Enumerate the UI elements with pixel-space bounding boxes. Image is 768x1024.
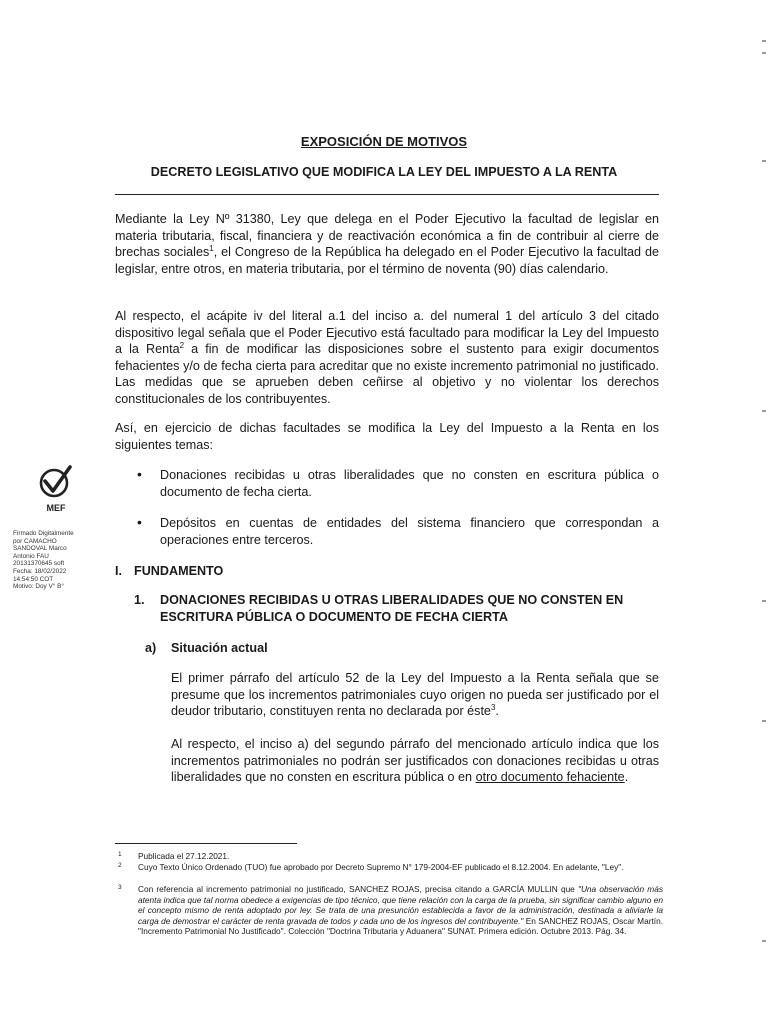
paragraph-topics-intro: Así, en ejercicio de dichas facultades se modifica la Ley del Impuesto a la Renta en los siguientes temas: [115,421,659,452]
footnote-3 [118,884,663,937]
document-title: EXPOSICIÓN DE MOTIVOS [300,134,468,149]
footnote-mark: 2 [118,862,122,869]
digital-signature-stamp [13,530,103,591]
subsection-title: DONACIONES RECIBIDAS U OTRAS LIBERALIDADES QUE NO CONSTEN EN ESCRITURA PÚBLICA O DOCUMENTO DE FECHA CIERTA [160,593,624,624]
footnote-3-quote: "Una observación más atenta indica que tal norma obedece a exigencias de tipo técnico, que tiene relación con la carga de la prueba, sin significar cambio alguno en el concepto mismo de renta adoptado por ley. Se trata de una presunción establecida a favor de la administración, destinada a aliviarle la carga de demostrar el carácter de renta gravada de todos y cada uno de los ingresos del contribuyente." [138,884,663,926]
signature-line: 20131370645 soft [13,560,65,568]
item-a-label: a) [145,641,157,655]
footnote-3-text: Con referencia al incremento patrimonial no justificado, SANCHEZ ROJAS, precisa citando a GARCÍA MULLIN que [138,884,578,894]
bullet-item-deposits: Depósitos en cuentas de entidades del sistema financiero que correspondan a operaciones entre terceros. [160,516,659,547]
subsection-number: 1. [134,593,145,607]
footnote-text: Publicada el 27.12.2021. [138,851,230,861]
scan-edge-mark [762,720,766,722]
scan-edge-mark [762,410,766,412]
bullet-marker: • [137,514,142,530]
item-a-title: Situación actual [171,641,268,655]
paragraph-faculty-text-cont: a fin de modificar las disposiciones sobre el sustento para exigir documentos fehacientes y/o de fecha cierta para acreditar que no existe incremento patrimonial no justificado. Las medidas que se aprueben deben ceñirse al objetivo y no violentar los derechos constitucionales de los contribuyentes. [115,342,659,406]
bullet-marker: • [137,466,142,482]
scan-edge-mark [762,600,766,602]
bullet-item-donations: Donaciones recibidas u otras liberalidades que no consten en escritura pública o documento de fecha cierta. [160,468,659,499]
footnote-1 [118,851,663,862]
signature-line: Fecha: 18/02/2022 [13,567,67,575]
paragraph-faculty [115,308,659,407]
paragraph-intro-text-cont: , el Congreso de la República ha delegado en el Poder Ejecutivo la facultad de legislar, entre otros, en materia tributaria, por el término de noventa (90) días calendario. [115,245,659,276]
footnote-3-citation: En SANCHEZ ROJAS, Oscar Martín. "Incremento Patrimonial No Justificado". Colección "Doctrina Tributaria y Aduanera" SUNAT. Primera edición. Octubre 2013. Pág. 34. [138,915,663,937]
underlined-phrase: otro documento fehaciente [475,770,625,784]
paragraph-intro [115,211,659,277]
footnote-mark: 1 [118,851,122,858]
mef-logo-text: MEF [46,503,66,513]
signature-line: por CAMACHO [13,537,57,545]
signature-line: Motivo: Doy V° B° [13,583,64,591]
paragraph-current-situation-text: El primer párrafo del artículo 52 de la Ley del Impuesto a la Renta señala que se presume que los incrementos patrimoniales cuyo origen no pueda ser justificado por el deudor tributario, constituyen renta no declarada por éste [171,671,659,718]
signature-line: Antonio FAU [13,552,49,560]
signature-line: SANDOVAL Marco [13,545,67,553]
scan-edge-mark [762,160,766,162]
paragraph-intro-text: Mediante la Ley Nº 31380, Ley que delega en el Poder Ejecutivo la facultad de legislar en materia tributaria, fiscal, financiera y de reactivación económica a fin de contribuir al cierre de brechas sociales [115,212,659,259]
document-subtitle: DECRETO LEGISLATIVO QUE MODIFICA LA LEY DEL IMPUESTO A LA RENTA [150,165,618,179]
footnote-ref-1[interactable]: 1 [209,243,214,253]
footnote-2 [118,862,663,873]
paragraph-article-52-text: Al respecto, el inciso a) del segundo párrafo del mencionado artículo indica que los incrementos patrimoniales no podrán ser justificados con donaciones recibidas u otras liberalidades que no consten en escritura pública o en [171,737,659,784]
footnote-divider [115,843,297,844]
footnote-text [138,884,663,937]
signature-line: Firmado Digitalmente [13,530,74,537]
paragraph-faculty-text: Al respecto, el acápite iv del literal a.1 del inciso a. del numeral 1 del artículo 3 del citado dispositivo legal señala que el Poder Ejecutivo está facultado para modificar la Ley del Impuesto a la Renta [115,309,659,356]
footnote-ref-2[interactable]: 2 [179,340,185,350]
section-title: FUNDAMENTO [134,564,224,578]
signature-line: 14:54:50 COT [13,575,54,583]
scan-edge-mark [762,940,766,942]
paragraph-current-situation [171,670,659,720]
section-number: I. [115,564,122,578]
scan-edge-mark [762,52,766,54]
title-divider [115,194,659,195]
footnote-mark: 3 [118,884,122,891]
footnote-ref-3[interactable]: 3 [490,702,496,712]
scan-edge-mark [762,40,766,42]
paragraph-end-period: . [624,770,629,784]
mef-checkmark-logo-icon [36,465,76,513]
paragraph-end-period: . [495,704,499,718]
paragraph-article-52 [171,736,659,786]
footnote-text: Cuyo Texto Único Ordenado (TUO) fue aprobado por Decreto Supremo N° 179-2004-EF publicado el 8.12.2004. En adelante, "Ley". [138,862,624,872]
